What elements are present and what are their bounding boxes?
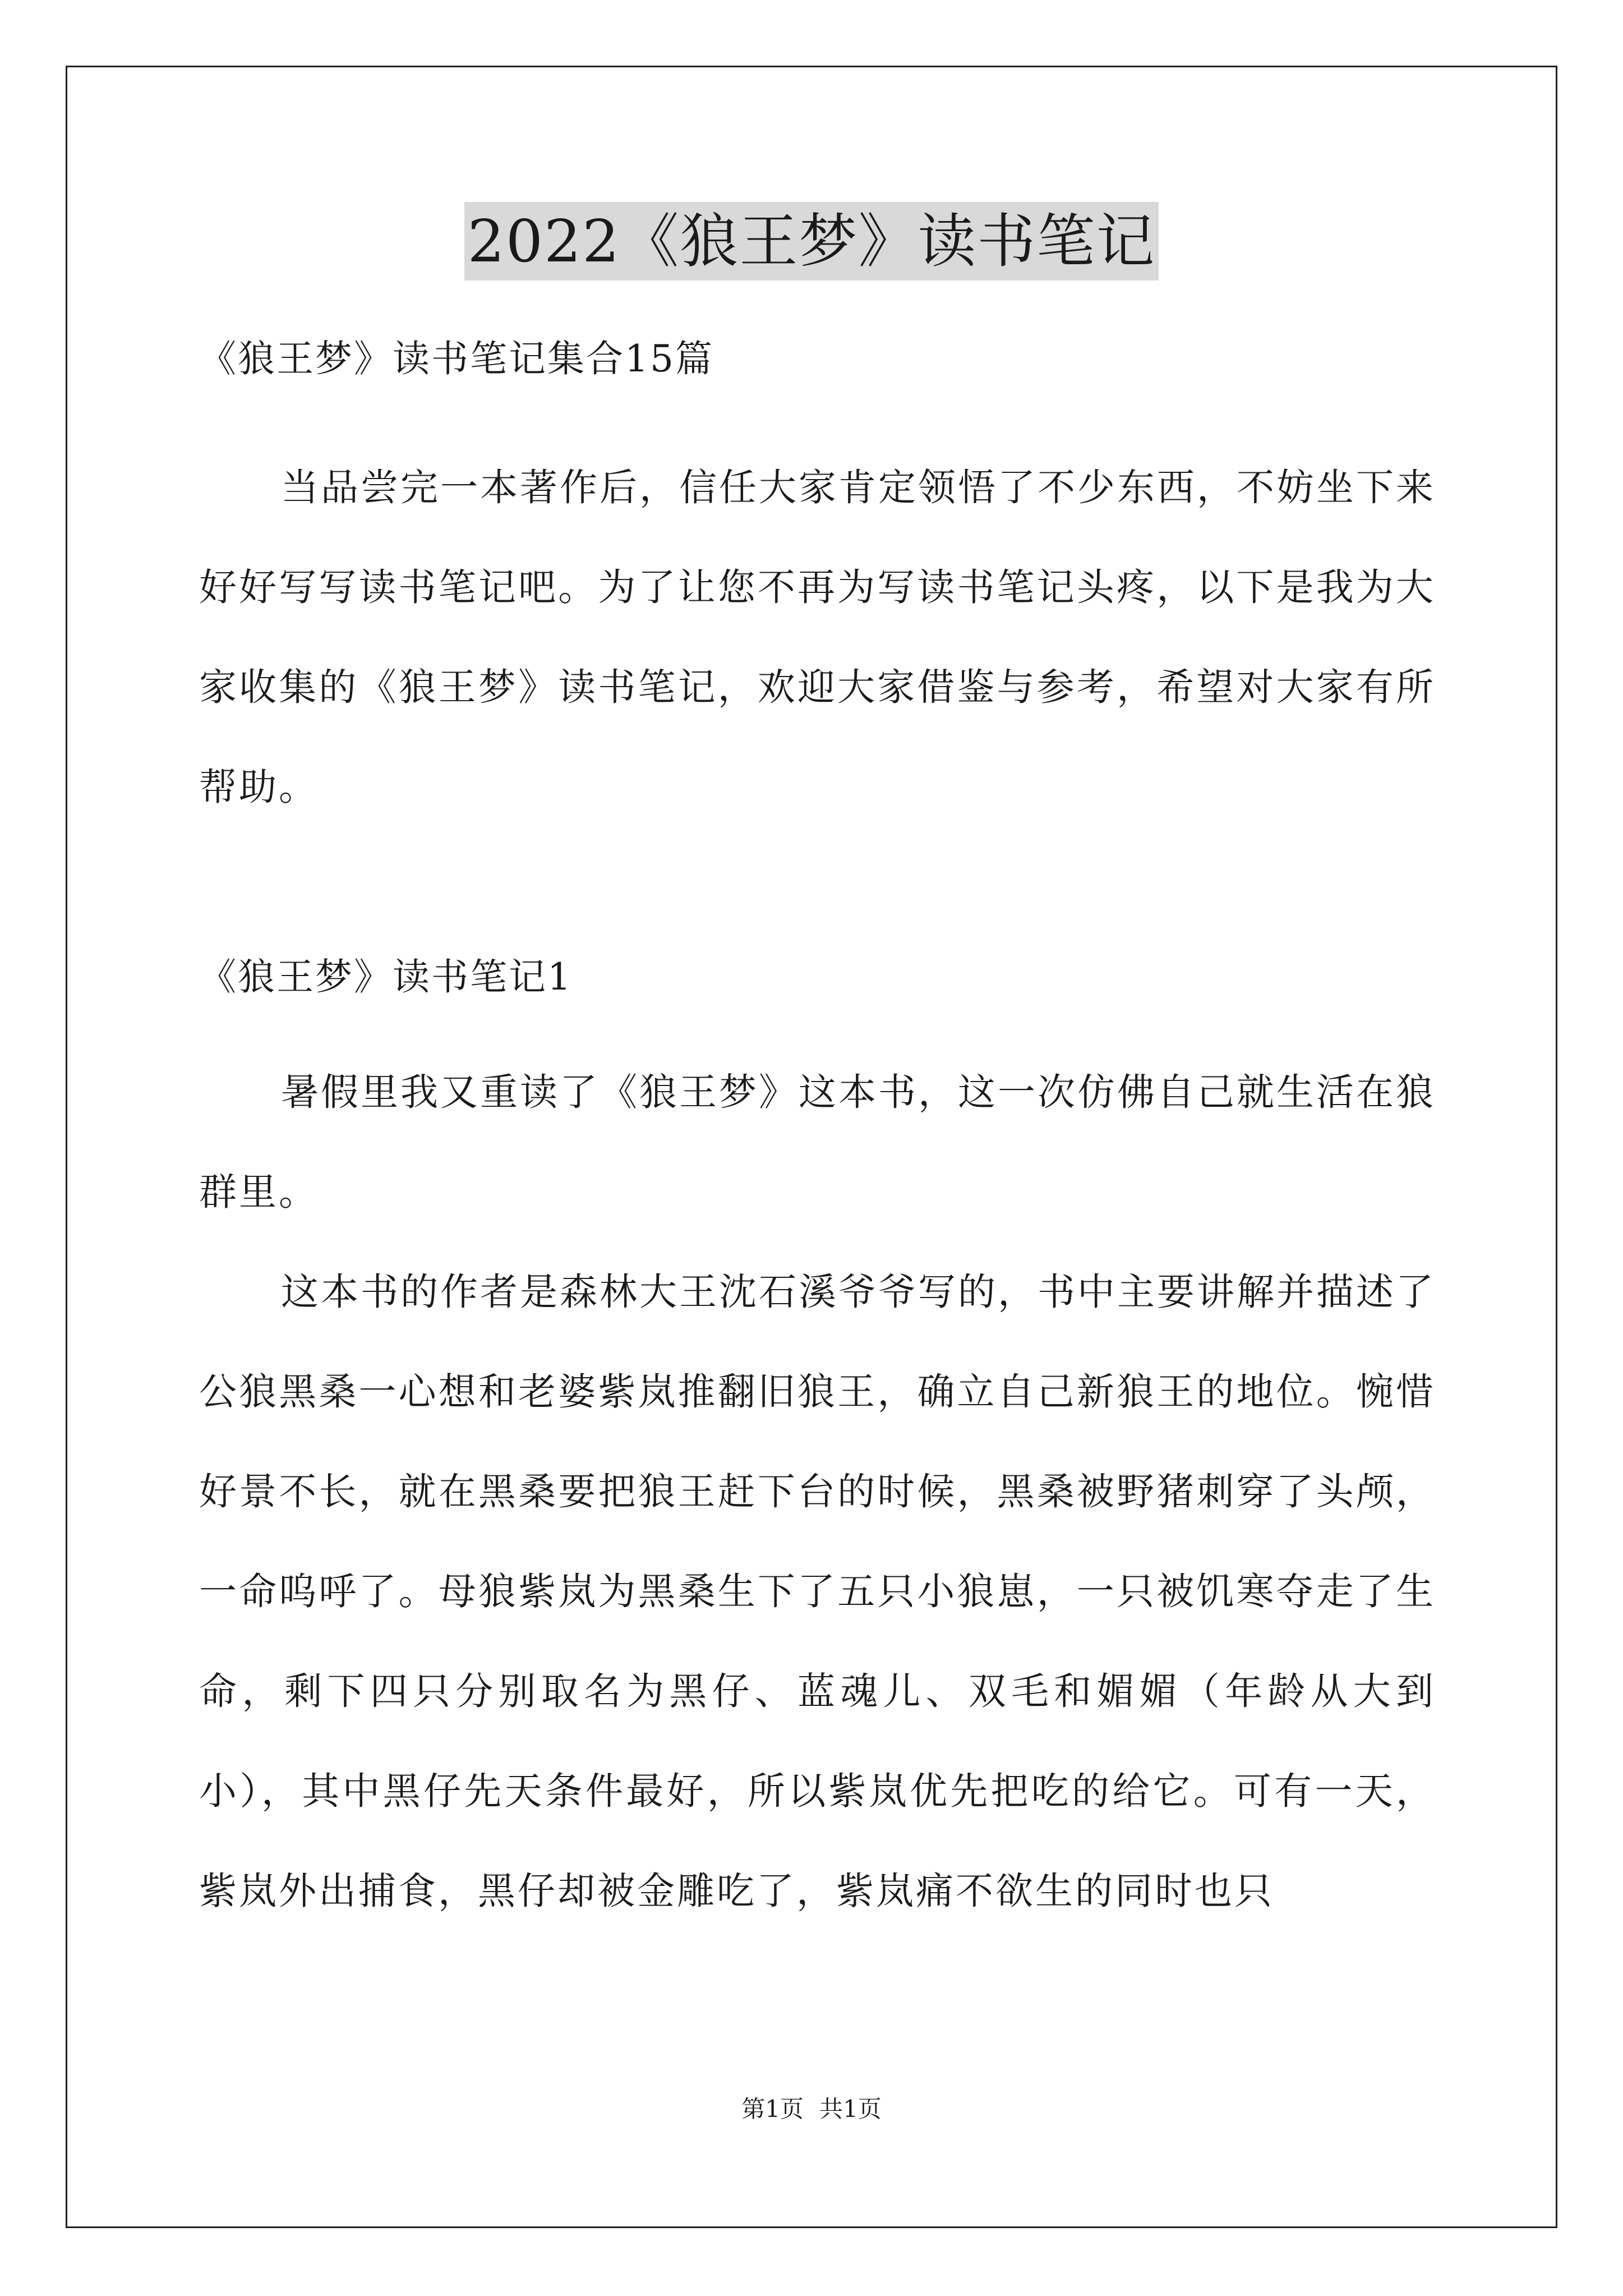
section1-body [199,1042,1436,1941]
intro-block [199,438,1436,837]
document-subtitle: 《狼王梦》读书笔记集合15篇 [199,337,714,380]
document-title: 2022《狼王梦》读书笔记 [464,202,1159,280]
section-heading-1: 《狼王梦》读书笔记1 [199,955,573,999]
title-container [0,202,1623,280]
page-number-current: 第1页 [741,2095,804,2123]
page-footer [0,2092,1623,2126]
section1-paragraph-2: 这本书的作者是森林大王沈石溪爷爷写的，书中主要讲解并描述了公狼黑桑一心想和老婆紫岚推翻旧狼王，确立自己新狼王的地位。惋惜好景不长，就在黑桑要把狼王赶下台的时候，黑桑被野猪刺穿了头颅，一命呜呼了。母狼紫岚为黑桑生下了五只小狼崽，一只被饥寒夺走了生命，剩下四只分别取名为黑仔、蓝魂儿、双毛和媚媚（年龄从大到小），其中黑仔先天条件最好，所以紫岚优先把吃的给它。可有一天，紫岚外出捕食，黑仔却被金雕吃了，紫岚痛不欲生的同时也只 [199,1270,1436,1913]
intro-paragraph: 当品尝完一本著作后，信任大家肯定领悟了不少东西，不妨坐下来好好写写读书笔记吧。为了让您不再为写读书笔记头疼，以下是我为大家收集的《狼王梦》读书笔记，欢迎大家借鉴与参考，希望对大家有所帮助。 [199,466,1436,809]
page-number-total: 共1页 [819,2095,882,2123]
section1-paragraph-1: 暑假里我又重读了《狼王梦》这本书，这一次仿佛自己就生活在狼群里。 [199,1070,1436,1214]
